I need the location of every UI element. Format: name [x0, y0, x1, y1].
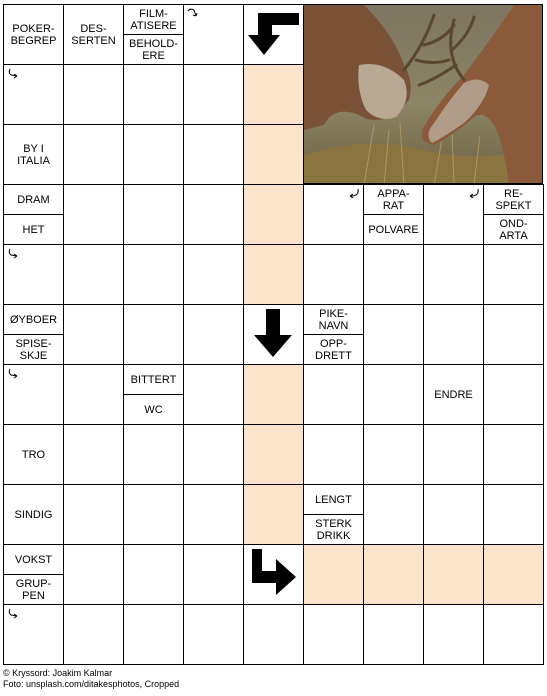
clue-cell: [3, 4, 64, 65]
clue-text: HET: [4, 214, 63, 244]
answer-cell[interactable]: [3, 364, 64, 425]
answer-cell[interactable]: [63, 604, 124, 665]
answer-cell[interactable]: [363, 424, 424, 485]
answer-cell[interactable]: [183, 124, 244, 185]
answer-cell[interactable]: [123, 304, 184, 365]
clue-cell: [3, 124, 64, 185]
clue-pointer-icon: [186, 7, 200, 21]
answer-cell[interactable]: [183, 184, 244, 245]
clue-cell: [303, 484, 364, 545]
clue-text: ENDRE: [434, 388, 473, 401]
answer-cell[interactable]: [363, 244, 424, 305]
answer-cell[interactable]: [483, 484, 544, 545]
answer-cell[interactable]: [303, 364, 364, 425]
answer-cell[interactable]: [483, 304, 544, 365]
arrow-down-icon: [244, 305, 303, 364]
answer-cell[interactable]: [183, 604, 244, 665]
clue-text: WC: [124, 394, 183, 424]
deer-photo: [303, 4, 543, 184]
arrow-down-left-icon: [244, 5, 303, 64]
answer-cell[interactable]: [243, 604, 304, 665]
credit-photo: Foto: unsplash.com/ditakesphotos, Cropped: [3, 679, 180, 689]
answer-cell[interactable]: [183, 304, 244, 365]
answer-cell[interactable]: [243, 484, 304, 545]
answer-cell[interactable]: [483, 364, 544, 425]
answer-cell[interactable]: [483, 544, 544, 605]
answer-cell[interactable]: [3, 244, 64, 305]
answer-cell[interactable]: [303, 544, 364, 605]
clue-text: OND- ARTA: [484, 214, 543, 244]
answer-cell[interactable]: [423, 544, 484, 605]
clue-text: BY I ITALIA: [17, 142, 50, 167]
clue-text: FILM- ATISERE: [130, 7, 177, 32]
answer-cell[interactable]: [123, 244, 184, 305]
answer-cell[interactable]: [63, 64, 124, 125]
arrow-cell: [243, 304, 304, 365]
credits: [3, 668, 179, 690]
clue-text: DRAM: [17, 193, 50, 206]
answer-cell[interactable]: [123, 64, 184, 125]
answer-cell[interactable]: [423, 484, 484, 545]
clue-text: BEHOLD- ERE: [124, 34, 183, 64]
clue-cell: [3, 184, 64, 245]
answer-cell[interactable]: [243, 244, 304, 305]
arrow-cell: [243, 544, 304, 605]
answer-cell[interactable]: [123, 184, 184, 245]
clue-text: POLVARE: [364, 214, 423, 244]
answer-cell[interactable]: [423, 304, 484, 365]
clue-text: APPA- RAT: [377, 187, 410, 212]
clue-pointer-icon: [347, 186, 361, 200]
answer-cell[interactable]: [123, 484, 184, 545]
clue-text: BITTERT: [130, 373, 177, 386]
answer-cell[interactable]: [123, 124, 184, 185]
answer-cell[interactable]: [183, 364, 244, 425]
answer-cell[interactable]: [363, 304, 424, 365]
credit-crossword: © Kryssord: Joakim Kalmar: [3, 668, 113, 678]
clue-cell: [3, 544, 64, 605]
clue-pointer-icon: [6, 247, 20, 261]
answer-cell[interactable]: [483, 244, 544, 305]
answer-cell[interactable]: [183, 4, 244, 65]
clue-cell: [3, 484, 64, 545]
answer-cell[interactable]: [363, 484, 424, 545]
clue-pointer-icon: [6, 67, 20, 81]
answer-cell[interactable]: [183, 244, 244, 305]
answer-cell[interactable]: [423, 604, 484, 665]
answer-cell[interactable]: [243, 124, 304, 185]
clue-cell: [123, 364, 184, 425]
clue-pointer-icon: [6, 367, 20, 381]
answer-cell[interactable]: [183, 484, 244, 545]
clue-cell: [123, 4, 184, 65]
answer-cell[interactable]: [63, 184, 124, 245]
clue-text: POKER- BEGREP: [10, 22, 57, 47]
answer-cell[interactable]: [243, 184, 304, 245]
clue-text: VOKST: [14, 553, 53, 566]
clue-cell: [303, 304, 364, 365]
answer-cell[interactable]: [363, 604, 424, 665]
clue-text: ØYBOER: [9, 313, 58, 326]
answer-cell[interactable]: [63, 364, 124, 425]
clue-cell: [363, 184, 424, 245]
clue-text: OPP- DRETT: [304, 334, 363, 364]
answer-cell[interactable]: [303, 424, 364, 485]
answer-cell[interactable]: [423, 244, 484, 305]
answer-cell[interactable]: [183, 424, 244, 485]
answer-cell[interactable]: [63, 124, 124, 185]
answer-cell[interactable]: [483, 604, 544, 665]
clue-text: TRO: [21, 448, 46, 461]
answer-cell[interactable]: [123, 544, 184, 605]
answer-cell[interactable]: [243, 64, 304, 125]
clue-text: SPISE- SKJE: [4, 334, 63, 364]
answer-cell[interactable]: [363, 364, 424, 425]
answer-cell[interactable]: [363, 544, 424, 605]
answer-cell[interactable]: [183, 544, 244, 605]
answer-cell[interactable]: [3, 604, 64, 665]
answer-cell[interactable]: [243, 424, 304, 485]
clue-pointer-icon: [6, 607, 20, 621]
clue-pointer-icon: [467, 186, 481, 200]
answer-cell[interactable]: [243, 364, 304, 425]
answer-cell[interactable]: [483, 424, 544, 485]
clue-cell: [3, 304, 64, 365]
clue-text: PIKE- NAVN: [318, 307, 349, 332]
clue-text: STERK DRIKK: [304, 514, 363, 544]
answer-cell[interactable]: [63, 244, 124, 305]
answer-cell[interactable]: [183, 64, 244, 125]
clue-cell: [483, 184, 544, 245]
clue-text: LENGT: [315, 493, 352, 506]
clue-cell: [3, 424, 64, 485]
clue-cell: [423, 364, 484, 425]
clue-cell: [63, 4, 124, 65]
answer-cell[interactable]: [63, 424, 124, 485]
answer-cell[interactable]: [3, 64, 64, 125]
answer-cell[interactable]: [423, 424, 484, 485]
answer-cell[interactable]: [303, 604, 364, 665]
arrow-down-right-icon: [244, 545, 303, 604]
clue-text: SINDIG: [14, 508, 53, 521]
arrow-cell: [243, 4, 304, 65]
clue-text: DES- SERTEN: [71, 22, 116, 47]
answer-cell[interactable]: [63, 304, 124, 365]
answer-cell[interactable]: [123, 424, 184, 485]
answer-cell[interactable]: [63, 544, 124, 605]
deer-photo-image: [304, 5, 543, 184]
clue-text: RE- SPEKT: [495, 187, 532, 212]
clue-text: GRUP- PEN: [4, 574, 63, 604]
answer-cell[interactable]: [123, 604, 184, 665]
answer-cell[interactable]: [63, 484, 124, 545]
answer-cell[interactable]: [303, 244, 364, 305]
